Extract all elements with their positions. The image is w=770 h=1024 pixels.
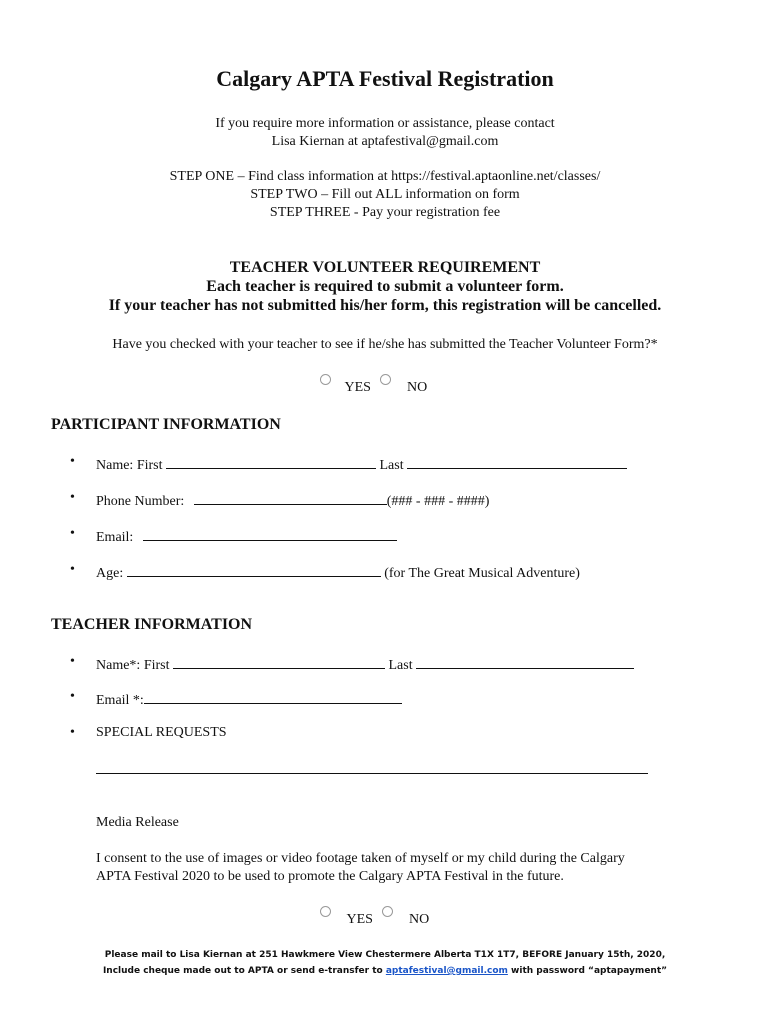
participant-name-row: [96, 454, 627, 474]
participant-last-field[interactable]: [407, 454, 627, 469]
volunteer-no-label: NO: [406, 380, 428, 395]
bullet: •: [70, 689, 75, 704]
special-requests-field[interactable]: [96, 773, 648, 774]
teacher-heading: TEACHER INFORMATION: [51, 616, 253, 633]
teacher-special-label: SPECIAL REQUESTS: [96, 725, 227, 740]
teacher-name-row: [96, 654, 634, 674]
volunteer-no-radio[interactable]: [380, 374, 391, 385]
media-heading: Media Release: [96, 815, 179, 830]
volunteer-yes-radio[interactable]: [320, 374, 331, 385]
step-one: STEP ONE – Find class information at https://festival.aptaonline.net/classes/: [169, 169, 601, 184]
media-radio-group: [320, 911, 429, 929]
teacher-last-label: Last: [388, 658, 413, 673]
bullet: •: [70, 562, 75, 577]
media-no-label: NO: [408, 912, 430, 927]
participant-phone-hint: (### - ### - ####): [386, 494, 490, 509]
participant-age-field[interactable]: [127, 562, 381, 577]
volunteer-radio-group: [320, 379, 427, 397]
participant-age-hint: (for The Great Musical Adventure): [384, 566, 580, 581]
media-no-radio[interactable]: [382, 906, 393, 917]
teacher-email-row: [96, 689, 402, 709]
participant-phone-row: [96, 490, 489, 510]
participant-email-label: Email:: [96, 530, 134, 545]
page-title: Calgary APTA Festival Registration: [216, 66, 554, 91]
media-yes-radio[interactable]: [320, 906, 331, 917]
participant-age-label: Age:: [96, 566, 124, 581]
participant-age-row: [96, 562, 580, 582]
volunteer-line-2: If your teacher has not submitted his/her form, this registration will be cancelled.: [108, 297, 662, 314]
teacher-first-field[interactable]: [173, 654, 385, 669]
media-consent-line-1: I consent to the use of images or video footage taken of myself or my child during the Calgary: [96, 851, 625, 866]
volunteer-heading: TEACHER VOLUNTEER REQUIREMENT: [229, 259, 541, 276]
footer-line-2-post: with password “aptapayment”: [507, 966, 668, 976]
participant-first-field[interactable]: [166, 454, 376, 469]
bullet: •: [70, 725, 75, 740]
participant-first-label: Name: First: [96, 458, 163, 473]
participant-phone-label: Phone Number:: [96, 494, 185, 509]
volunteer-line-1: Each teacher is required to submit a volunteer form.: [206, 278, 564, 295]
participant-phone-field[interactable]: [194, 490, 387, 505]
teacher-last-field[interactable]: [416, 654, 634, 669]
participant-heading: PARTICIPANT INFORMATION: [51, 416, 281, 433]
contact-line-2: Lisa Kiernan at aptafestival@gmail.com: [271, 134, 499, 149]
teacher-email-label: Email *:: [96, 693, 144, 708]
bullet: •: [70, 490, 75, 505]
volunteer-yes-label: YES: [344, 380, 371, 395]
volunteer-question: Have you checked with your teacher to see if he/she has submitted the Teacher Volunteer Form?*: [112, 337, 658, 352]
bullet: •: [70, 654, 75, 669]
participant-last-label: Last: [379, 458, 404, 473]
teacher-email-field[interactable]: [144, 689, 402, 704]
step-three: STEP THREE - Pay your registration fee: [269, 205, 501, 220]
footer-line-2-text: Include cheque made out to APTA or send e-transfer to: [102, 966, 386, 976]
footer-email-link[interactable]: aptafestival@gmail.com: [385, 966, 508, 976]
participant-email-field[interactable]: [143, 526, 397, 541]
contact-line-1: If you require more information or assistance, please contact: [215, 116, 555, 131]
step-two: STEP TWO – Fill out ALL information on form: [250, 187, 520, 202]
participant-email-row: [96, 526, 397, 546]
footer-line-2: [0, 966, 770, 976]
media-consent-line-2: APTA Festival 2020 to be used to promote the Calgary APTA Festival in the future.: [96, 869, 564, 884]
bullet: •: [70, 454, 75, 469]
bullet: •: [70, 526, 75, 541]
footer-line-1: Please mail to Lisa Kiernan at 251 Hawkmere View Chestermere Alberta T1X 1T7, BEFORE January 15th, 2020,: [104, 950, 666, 960]
teacher-first-label: Name*: First: [96, 658, 170, 673]
media-yes-label: YES: [346, 912, 373, 927]
